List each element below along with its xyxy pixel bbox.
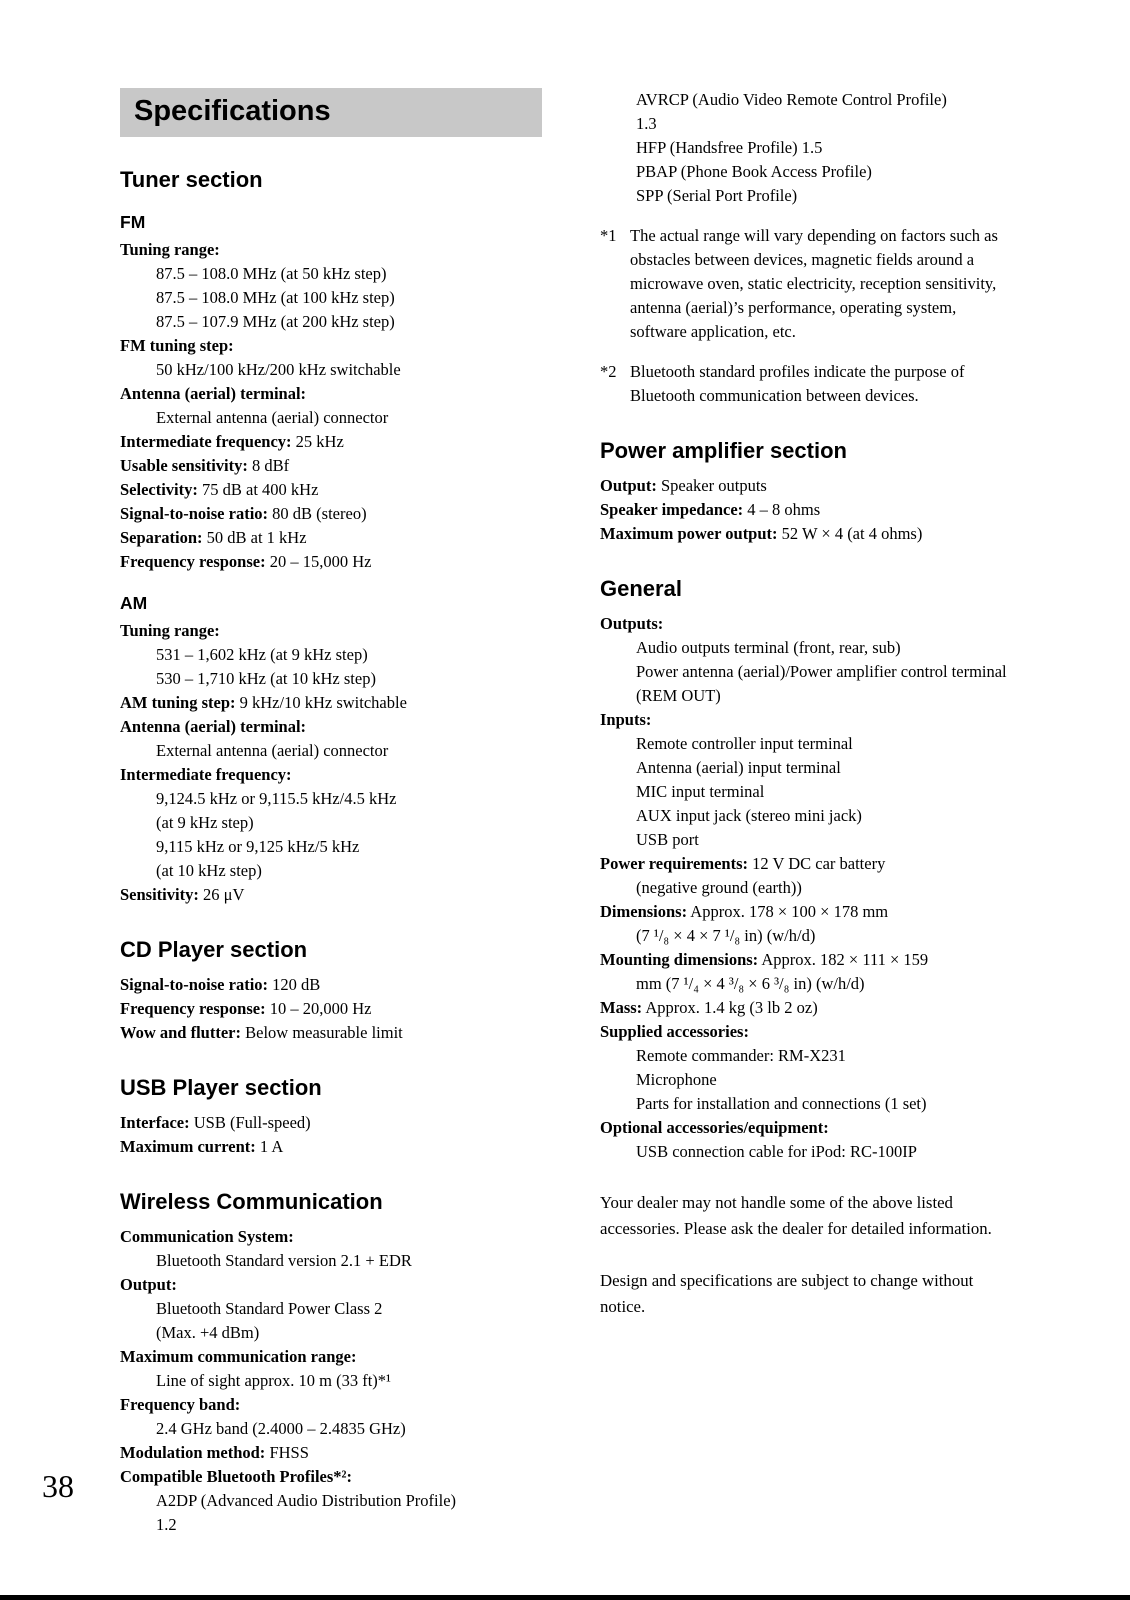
- spec-line: [120, 382, 542, 406]
- footnote-text: The actual range will vary depending on factors such as obstacles between devices, magnetic fields around a microwave oven, static electricity, reception sensitivity, antenna (aerial)’s performance, operating system, software application, etc.: [630, 226, 998, 341]
- footnote-marker: *1: [600, 226, 617, 245]
- band-subheading: AM: [120, 593, 148, 613]
- spec-label: Modulation method:: [120, 1443, 266, 1462]
- spec-value-line: [600, 88, 1014, 112]
- spec-value-line: [600, 972, 1014, 996]
- spec-label: Maximum power output:: [600, 524, 778, 543]
- spec-value: 20 – 15,000 Hz: [265, 552, 372, 571]
- spec-value-line: [120, 1417, 542, 1441]
- spec-value-line: [600, 1044, 1014, 1068]
- spec-line: [600, 948, 1014, 972]
- spec-value: 50 kHz/100 kHz/200 kHz switchable: [156, 360, 401, 379]
- spec-value-line: [120, 1369, 542, 1393]
- spec-label: Output:: [120, 1275, 177, 1294]
- spec-label: Maximum communication range:: [120, 1347, 357, 1366]
- section-heading: CD Player section: [120, 937, 308, 962]
- spec-value-line: [120, 1297, 542, 1321]
- spec-value: External antenna (aerial) connector: [156, 408, 389, 427]
- spec-value: HFP (Handsfree Profile) 1.5: [636, 138, 823, 157]
- spec-value: PBAP (Phone Book Access Profile): [636, 162, 872, 181]
- spec-value: 120 dB: [268, 975, 321, 994]
- spec-label: Antenna (aerial) terminal:: [120, 717, 307, 736]
- section-heading: Tuner section: [120, 167, 263, 192]
- spec-value-line: [600, 136, 1014, 160]
- spec-value-line: [120, 262, 542, 286]
- spec-line: [120, 883, 542, 907]
- spec-label: Frequency response:: [120, 999, 266, 1018]
- spec-value: Remote controller input terminal: [636, 734, 853, 753]
- spec-line: [120, 1345, 542, 1369]
- spec-value: 9 kHz/10 kHz switchable: [235, 693, 407, 712]
- spec-value: Bluetooth Standard version 2.1 + EDR: [156, 1251, 412, 1270]
- spec-value: 1.3: [636, 114, 657, 133]
- spec-value: 12 V DC car battery: [748, 854, 886, 873]
- spec-label: Wow and flutter:: [120, 1023, 241, 1042]
- spec-value: USB port: [636, 830, 699, 849]
- spec-value: Power antenna (aerial)/Power amplifier control terminal (REM OUT): [636, 662, 1007, 705]
- spec-label: Intermediate frequency:: [120, 432, 292, 451]
- spec-value-line: [120, 1513, 542, 1537]
- spec-value-line: [120, 1489, 542, 1513]
- spec-value-line: [600, 160, 1014, 184]
- spec-value-line: [120, 643, 542, 667]
- spec-value: 26 μV: [198, 885, 245, 904]
- spec-line: [120, 715, 542, 739]
- spec-value: (at 9 kHz step): [156, 813, 254, 832]
- spec-value: Speaker outputs: [656, 476, 767, 495]
- spec-line: [600, 498, 1014, 522]
- footnote: [600, 224, 1014, 344]
- spec-label: Communication System:: [120, 1227, 294, 1246]
- spec-label: Optional accessories/equipment:: [600, 1118, 829, 1137]
- spec-value: 87.5 – 107.9 MHz (at 200 kHz step): [156, 312, 395, 331]
- spec-value-line: [120, 739, 542, 763]
- spec-line: [120, 1465, 542, 1489]
- spec-line: [600, 1020, 1014, 1044]
- spec-label: Usable sensitivity:: [120, 456, 248, 475]
- right-column: [600, 88, 1014, 1537]
- spec-line: [600, 612, 1014, 636]
- spec-value-line: [120, 406, 542, 430]
- spec-value: 1.2: [156, 1515, 177, 1534]
- spec-value: USB (Full-speed): [189, 1113, 311, 1132]
- spec-line: [120, 619, 542, 643]
- spec-label: Selectivity:: [120, 480, 198, 499]
- spec-value: 530 – 1,710 kHz (at 10 kHz step): [156, 669, 376, 688]
- section-heading: Power amplifier section: [600, 438, 847, 463]
- section-heading: Wireless Communication: [120, 1189, 383, 1214]
- spec-label: Maximum current:: [120, 1137, 256, 1156]
- spec-line: [120, 763, 542, 787]
- spec-line: [600, 708, 1014, 732]
- spec-line: [120, 478, 542, 502]
- spec-line: [600, 900, 1014, 924]
- spec-value-line: [120, 1249, 542, 1273]
- footnote: [600, 360, 1014, 408]
- spec-label: Signal-to-noise ratio:: [120, 504, 269, 523]
- left-column: [120, 88, 542, 1537]
- spec-value-line: [600, 660, 1014, 708]
- spec-value-line: [600, 732, 1014, 756]
- spec-value: Audio outputs terminal (front, rear, sub): [636, 638, 901, 657]
- spec-line: [120, 550, 542, 574]
- spec-value-line: [120, 787, 542, 811]
- spec-value: AVRCP (Audio Video Remote Control Profile): [636, 90, 947, 109]
- spec-value: Bluetooth Standard Power Class 2: [156, 1299, 383, 1318]
- spec-value: 1 A: [255, 1137, 284, 1156]
- spec-label: Output:: [600, 476, 657, 495]
- paragraph: Your dealer may not handle some of the above listed accessories. Please ask the dealer for detailed information.: [600, 1193, 992, 1238]
- spec-value: 80 dB (stereo): [268, 504, 367, 523]
- spec-value-line: [600, 828, 1014, 852]
- spec-label: Tuning range:: [120, 240, 220, 259]
- section-heading: USB Player section: [120, 1075, 322, 1100]
- spec-value-line: [120, 286, 542, 310]
- page-edge: [0, 1595, 1130, 1600]
- spec-value-line: [120, 310, 542, 334]
- spec-line: [120, 454, 542, 478]
- spec-label: Frequency band:: [120, 1395, 241, 1414]
- columns: [120, 88, 1014, 1537]
- spec-value-line: [600, 780, 1014, 804]
- spec-label: Power requirements:: [600, 854, 749, 873]
- spec-value-line: [600, 112, 1014, 136]
- spec-value: (negative ground (earth)): [636, 878, 802, 897]
- spec-value-line: [600, 804, 1014, 828]
- spec-value: 9,115 kHz or 9,125 kHz/5 kHz: [156, 837, 360, 856]
- spec-label: Signal-to-noise ratio:: [120, 975, 269, 994]
- spec-line: [120, 334, 542, 358]
- spec-label: Antenna (aerial) terminal:: [120, 384, 307, 403]
- spec-label: Tuning range:: [120, 621, 220, 640]
- spec-value-line: [120, 835, 542, 859]
- spec-label: Interface:: [120, 1113, 190, 1132]
- band-subheading: FM: [120, 212, 146, 232]
- spec-value: Parts for installation and connections (1 set): [636, 1094, 927, 1113]
- spec-value: Remote commander: RM-X231: [636, 1046, 846, 1065]
- spec-line: [120, 526, 542, 550]
- spec-value-line: [600, 756, 1014, 780]
- spec-value: mm (7 ¹/₄ × 4 ³/₈ × 6 ³/₈ in) (w/h/d): [636, 974, 865, 993]
- spec-value-line: [120, 667, 542, 691]
- spec-label: FM tuning step:: [120, 336, 234, 355]
- spec-line: [120, 238, 542, 262]
- spec-value-line: [600, 1068, 1014, 1092]
- spec-label: Mass:: [600, 998, 643, 1017]
- spec-value: FHSS: [265, 1443, 309, 1462]
- spec-value: 8 dBf: [247, 456, 290, 475]
- spec-value: Line of sight approx. 10 m (33 ft)*¹: [156, 1371, 391, 1390]
- spec-line: [120, 1135, 542, 1159]
- spec-label: Intermediate frequency:: [120, 765, 292, 784]
- spec-value: 87.5 – 108.0 MHz (at 50 kHz step): [156, 264, 387, 283]
- spec-value: (at 10 kHz step): [156, 861, 262, 880]
- spec-line: [600, 1116, 1014, 1140]
- spec-value: A2DP (Advanced Audio Distribution Profile): [156, 1491, 457, 1510]
- spec-line: [120, 1273, 542, 1297]
- footnote-text: Bluetooth standard profiles indicate the purpose of Bluetooth communication between devices.: [630, 362, 965, 405]
- page-number: 38: [42, 1468, 74, 1504]
- spec-line: [120, 691, 542, 715]
- spec-line: [120, 430, 542, 454]
- spec-value: (Max. +4 dBm): [156, 1323, 260, 1342]
- spec-line: [600, 996, 1014, 1020]
- spec-value: Approx. 1.4 kg (3 lb 2 oz): [642, 998, 818, 1017]
- spec-line: [120, 973, 542, 997]
- spec-value: Below measurable limit: [241, 1023, 403, 1042]
- spec-value: 87.5 – 108.0 MHz (at 100 kHz step): [156, 288, 395, 307]
- spec-value: USB connection cable for iPod: RC-100IP: [636, 1142, 917, 1161]
- spec-value: Antenna (aerial) input terminal: [636, 758, 841, 777]
- paragraph: Design and specifications are subject to change without notice.: [600, 1271, 974, 1316]
- spec-value: Approx. 178 × 100 × 178 mm: [687, 902, 889, 921]
- spec-value: Microphone: [636, 1070, 717, 1089]
- spec-value: Approx. 182 × 111 × 159: [758, 950, 929, 969]
- spec-value-line: [120, 859, 542, 883]
- section-heading: General: [600, 576, 682, 601]
- spec-value: 2.4 GHz band (2.4000 – 2.4835 GHz): [156, 1419, 406, 1438]
- spec-label: Mounting dimensions:: [600, 950, 759, 969]
- spec-value: 52 W × 4 (at 4 ohms): [777, 524, 923, 543]
- spec-label: Outputs:: [600, 614, 664, 633]
- spec-value: 25 kHz: [291, 432, 344, 451]
- spec-value-line: [600, 636, 1014, 660]
- spec-value-line: [120, 1321, 542, 1345]
- spec-value-line: [600, 184, 1014, 208]
- spec-line: [120, 997, 542, 1021]
- spec-value: 50 dB at 1 kHz: [202, 528, 307, 547]
- spec-value-line: [600, 1140, 1014, 1164]
- spec-line: [120, 502, 542, 526]
- spec-value: External antenna (aerial) connector: [156, 741, 389, 760]
- spec-line: [120, 1021, 542, 1045]
- spec-line: [600, 852, 1014, 876]
- spec-value: 531 – 1,602 kHz (at 9 kHz step): [156, 645, 368, 664]
- spec-label: Speaker impedance:: [600, 500, 744, 519]
- spec-line: [600, 474, 1014, 498]
- spec-value-line: [600, 1092, 1014, 1116]
- spec-value: SPP (Serial Port Profile): [636, 186, 798, 205]
- spec-line: [600, 522, 1014, 546]
- spec-line: [120, 1225, 542, 1249]
- spec-label: Frequency response:: [120, 552, 266, 571]
- spec-value: 4 – 8 ohms: [743, 500, 821, 519]
- spec-label: Sensitivity:: [120, 885, 199, 904]
- spec-label: Compatible Bluetooth Profiles*²:: [120, 1467, 352, 1486]
- spec-line: [120, 1441, 542, 1465]
- spec-label: Separation:: [120, 528, 203, 547]
- spec-value-line: [120, 358, 542, 382]
- spec-value-line: [600, 876, 1014, 900]
- spec-value: 9,124.5 kHz or 9,115.5 kHz/4.5 kHz: [156, 789, 397, 808]
- spec-label: Dimensions:: [600, 902, 688, 921]
- spec-line: [120, 1111, 542, 1135]
- spec-line: [120, 1393, 542, 1417]
- spec-label: Inputs:: [600, 710, 652, 729]
- spec-value: 10 – 20,000 Hz: [265, 999, 372, 1018]
- spec-label: AM tuning step:: [120, 693, 236, 712]
- spec-value: AUX input jack (stereo mini jack): [636, 806, 862, 825]
- footnote-marker: *2: [600, 362, 617, 381]
- spec-value: MIC input terminal: [636, 782, 765, 801]
- spec-value: 75 dB at 400 kHz: [197, 480, 319, 499]
- spec-value-line: [600, 924, 1014, 948]
- spec-value-line: [120, 811, 542, 835]
- spec-value: (7 ¹/₈ × 4 × 7 ¹/₈ in) (w/h/d): [636, 926, 816, 945]
- specifications-banner: Specifications: [120, 88, 542, 137]
- spec-label: Supplied accessories:: [600, 1022, 749, 1041]
